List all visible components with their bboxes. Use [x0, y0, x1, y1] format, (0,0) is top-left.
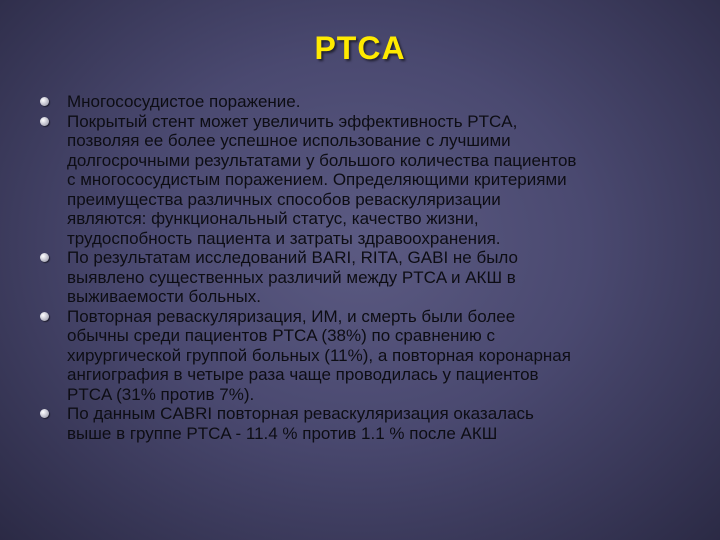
bullet-text: Покрытый стент может увеличить эффективность PTCA, позволяя ее более успешное использование с лучшими долгосрочными результатами у большого количества пациентов с многососудистым поражением. Определяющими критериями преимущества различных способов реваскуляризации являются: функциональный статус, качество жизни, трудоспобность пациента и затраты здравоохранения.: [67, 111, 577, 248]
bullet-dot-icon: [40, 97, 49, 106]
bullet-dot-icon: [40, 409, 49, 418]
bullet-dot-icon: [40, 312, 49, 321]
bullet-dot-icon: [40, 117, 49, 126]
bullet-item: [40, 92, 700, 112]
bullet-text: По данным CABRI повторная реваскуляризация оказалась выше в группе PTCA - 11.4 % против 1.1 % после АКШ: [67, 404, 534, 443]
bullet-item: [40, 112, 700, 249]
bullet-list: [40, 92, 700, 443]
slide-title: PTCA: [314, 30, 406, 66]
bullet-text: По результатам исследований BARI, RITA, GABI не было выявлено существенных различий между PTCA и АКШ в выживаемости больных.: [67, 248, 518, 306]
bullet-item: [40, 404, 700, 443]
bullet-text: Многососудистое поражение.: [67, 92, 301, 111]
bullet-dot-icon: [40, 253, 49, 262]
bullet-item: [40, 307, 700, 405]
bullet-item: [40, 248, 700, 307]
bullet-text: Повторная реваскуляризация, ИМ, и смерть были более обычны среди пациентов PTCA (38%) по сравнению с хирургической группой больных (11%), а повторная коронарная ангиография в четыре раза чаще проводилась у пациентов PTCA (31% против 7%).: [67, 306, 571, 404]
